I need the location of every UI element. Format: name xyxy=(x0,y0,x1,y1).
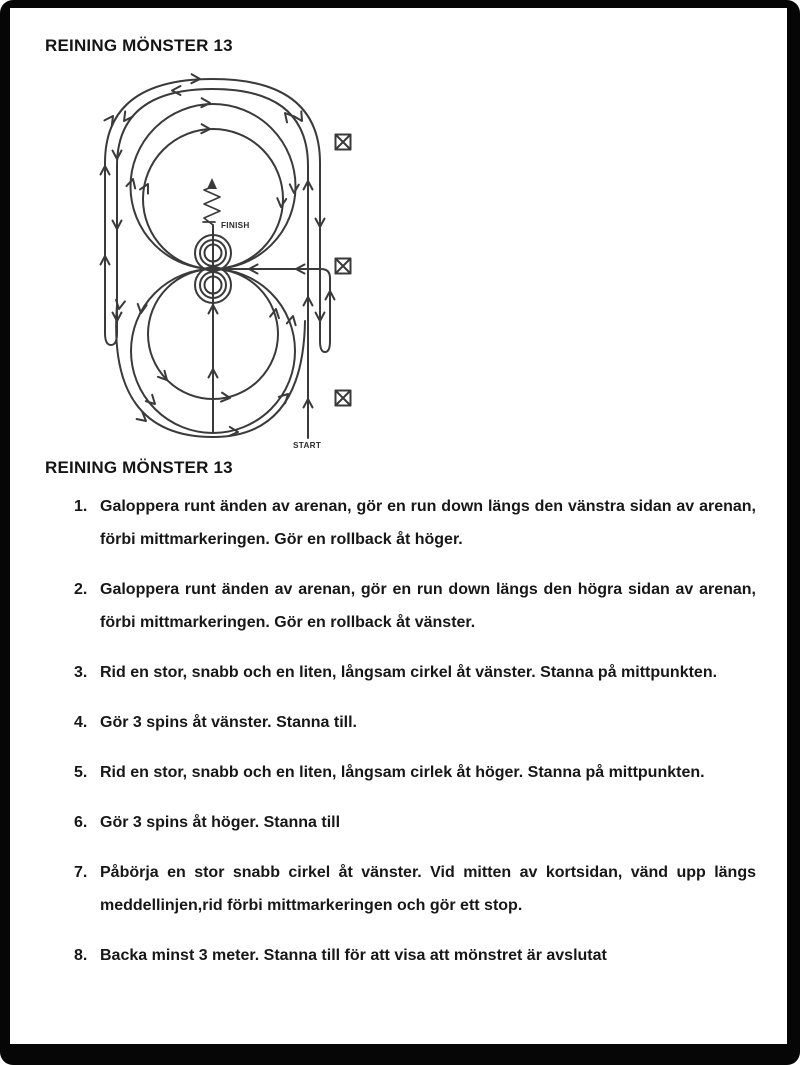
item-text: Backa minst 3 meter. Stanna till för att visa att mönstret är avslutat xyxy=(100,947,607,964)
finish-arrowhead xyxy=(207,178,217,189)
instruction-item-6 xyxy=(45,806,756,839)
finish-label: FINISH xyxy=(221,221,250,230)
item-number: 3. xyxy=(74,664,88,681)
item-number: 8. xyxy=(74,947,88,964)
item-number: 1. xyxy=(74,498,88,515)
instruction-item-3 xyxy=(45,656,756,689)
page-content xyxy=(10,36,787,972)
item-text: Galoppera runt änden av arenan, gör en run down längs den vänstra sidan av arenan, förbi mittmarkeringen. Gör en rollback åt höger. xyxy=(100,498,756,548)
item-text: Galoppera runt änden av arenan, gör en run down längs den högra sidan av arenan, förbi mittmarkeringen. Gör en rollback åt vänster. xyxy=(100,581,756,631)
item-text: Rid en stor, snabb och en liten, långsam cirkel åt vänster. Stanna på mittpunkten. xyxy=(100,664,718,681)
instruction-item-1 xyxy=(45,490,756,556)
item-text: Gör 3 spins åt vänster. Stanna till. xyxy=(100,714,357,731)
instruction-item-4 xyxy=(45,706,756,739)
instructions-title: REINING MÖNSTER 13 xyxy=(45,458,233,477)
item-number: 6. xyxy=(74,814,88,831)
item-number: 2. xyxy=(74,581,88,598)
item-text: Gör 3 spins åt höger. Stanna till xyxy=(100,814,341,831)
arena-marker-center xyxy=(336,259,351,274)
instruction-list xyxy=(45,490,756,972)
backup-zigzag xyxy=(204,187,220,225)
item-number: 4. xyxy=(74,714,88,731)
item-text: Rid en stor, snabb och en liten, långsam cirlek åt höger. Stanna på mittpunkten. xyxy=(100,764,705,781)
item-number: 7. xyxy=(74,864,88,881)
document-page xyxy=(10,8,787,1044)
page-title: REINING MÖNSTER 13 xyxy=(45,36,233,55)
start-label: START xyxy=(293,441,322,450)
arena-marker-bottom xyxy=(336,391,351,406)
arena-marker-top xyxy=(336,135,351,150)
instruction-item-8 xyxy=(45,939,756,972)
instruction-item-2 xyxy=(45,573,756,639)
instruction-item-7 xyxy=(45,856,756,922)
item-text: Påbörja en stor snabb cirkel åt vänster. Vid mitten av kortsidan, vänd upp längs meddellinjen,rid förbi mittmarkeringen och gör ett stop. xyxy=(100,864,756,914)
reining-pattern-diagram xyxy=(70,65,390,455)
instruction-item-5 xyxy=(45,756,756,789)
item-number: 5. xyxy=(74,764,88,781)
